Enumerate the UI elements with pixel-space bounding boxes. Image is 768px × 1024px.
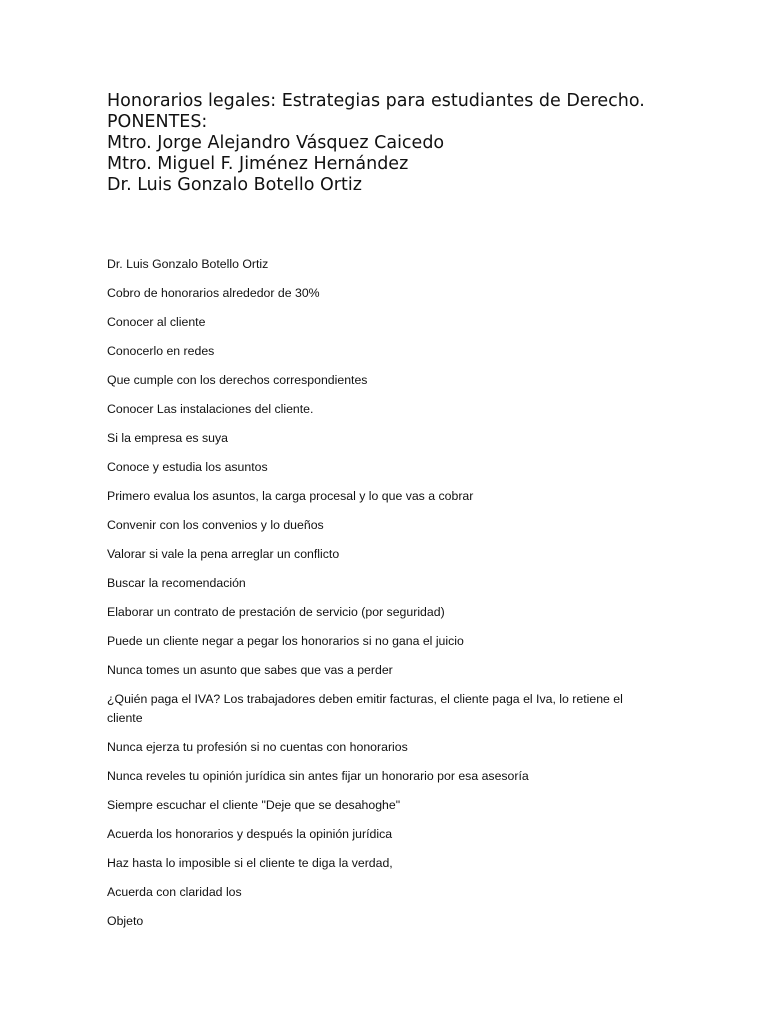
paragraph: Cobro de honorarios alrededor de 30%	[107, 286, 320, 300]
paragraph: Conocer Las instalaciones del cliente.	[107, 402, 314, 416]
paragraph: Conoce y estudia los asuntos	[107, 460, 268, 474]
paragraph: Objeto	[107, 914, 144, 928]
paragraph: Nunca ejerza tu profesión si no cuentas con honorarios	[107, 740, 408, 754]
paragraph: Puede un cliente negar a pegar los honorarios si no gana el juicio	[107, 634, 464, 648]
paragraph: Acuerda los honorarios y después la opinión jurídica	[107, 827, 393, 841]
document-heading	[107, 91, 727, 196]
speakers-label: PONENTES:	[107, 112, 208, 132]
paragraph: Buscar la recomendación	[107, 576, 246, 590]
paragraph: Que cumple con los derechos correspondientes	[107, 373, 368, 387]
document-body	[107, 255, 647, 941]
paragraph: Elaborar un contrato de prestación de servicio (por seguridad)	[107, 605, 445, 619]
paragraph: Dr. Luis Gonzalo Botello Ortiz	[107, 257, 269, 271]
paragraph: Nunca reveles tu opinión jurídica sin antes fijar un honorario por esa asesoría	[107, 769, 529, 783]
document-title: Honorarios legales: Estrategias para estudiantes de Derecho.	[107, 91, 645, 111]
paragraph: Haz hasta lo imposible si el cliente te diga la verdad,	[107, 856, 393, 870]
paragraph: Primero evalua los asuntos, la carga procesal y lo que vas a cobrar	[107, 489, 474, 503]
paragraph: Siempre escuchar el cliente "Deje que se desahoghe"	[107, 798, 401, 812]
paragraph: Conocer al cliente	[107, 315, 206, 329]
paragraph: Convenir con los convenios y lo dueños	[107, 518, 324, 532]
paragraph: Nunca tomes un asunto que sabes que vas a perder	[107, 663, 393, 677]
paragraph: Si la empresa es suya	[107, 431, 228, 445]
speaker-name: Dr. Luis Gonzalo Botello Ortiz	[107, 175, 362, 195]
paragraph: ¿Quién paga el IVA? Los trabajadores deben emitir facturas, el cliente paga el Iva, lo retiene el cliente	[107, 692, 623, 725]
paragraph: Valorar si vale la pena arreglar un conflicto	[107, 547, 340, 561]
paragraph: Acuerda con claridad los	[107, 885, 242, 899]
speaker-name: Mtro. Miguel F. Jiménez Hernández	[107, 154, 409, 174]
speaker-name: Mtro. Jorge Alejandro Vásquez Caicedo	[107, 133, 445, 153]
paragraph: Conocerlo en redes	[107, 344, 215, 358]
